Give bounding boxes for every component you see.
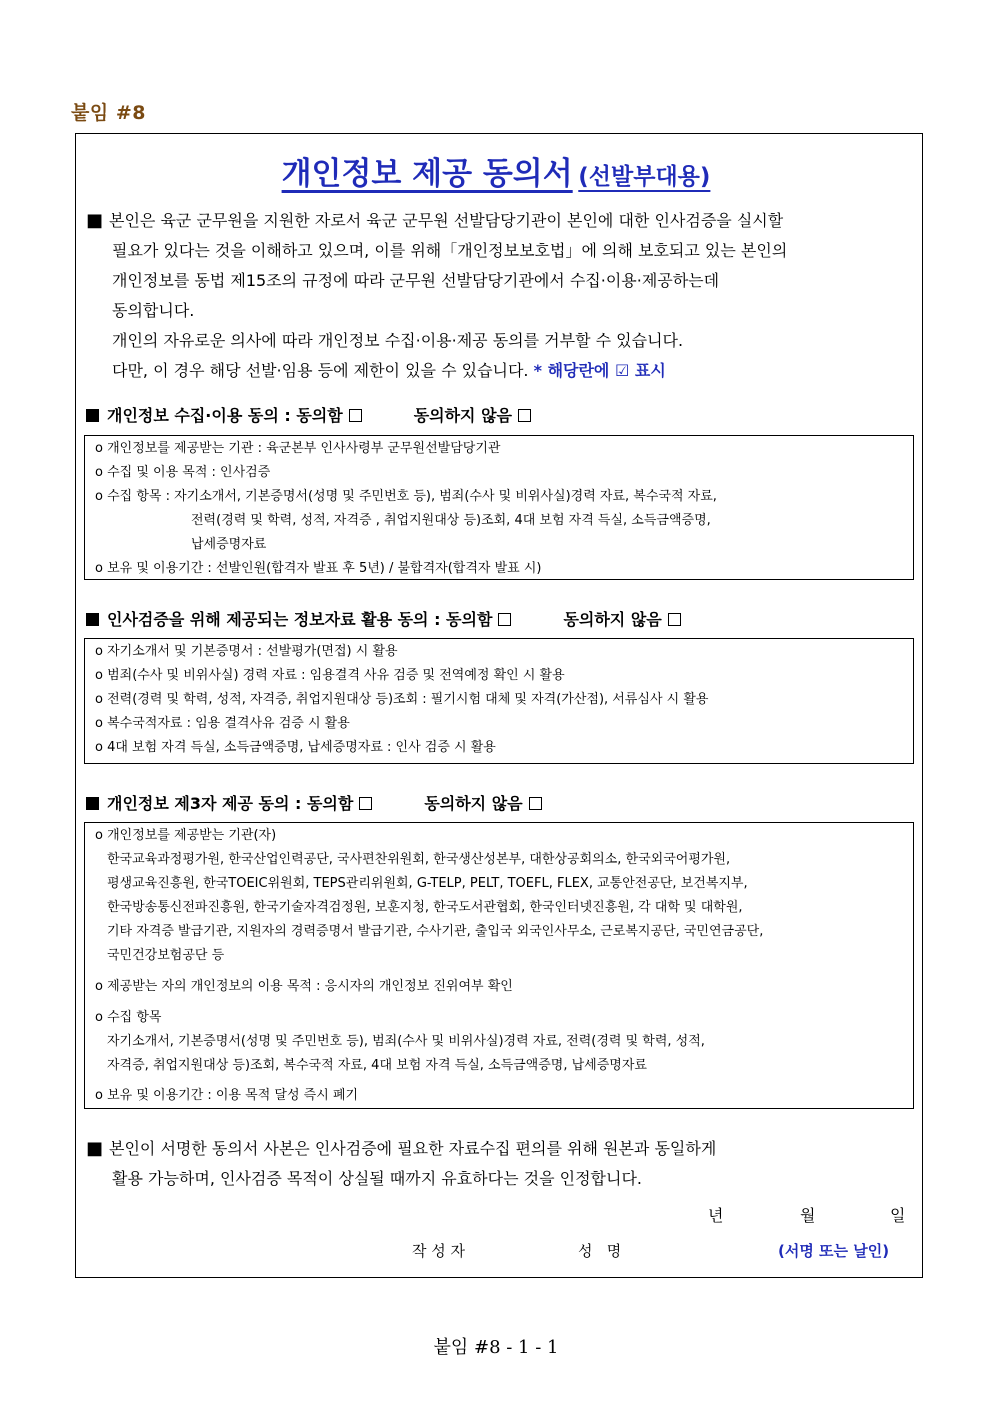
section-2-title: 인사검증을 위해 제공되는 정보자료 활용 동의 : 동의함 [107,610,493,629]
list-item: 자격증, 취업지원대상 등)조회, 복수국적 자료, 4대 보험 자격 득실, 소득금액증명, 납세증명자료 [107,1058,647,1073]
attachment-label: 붙임 #8 [71,102,146,124]
disagree-label: 동의하지 않음 [563,610,662,629]
list-item: o 제공받는 자의 개인정보의 이용 목적 : 응시자의 개인정보 진위여부 확인 [95,979,513,994]
section-1-heading [86,403,531,426]
intro-line: 필요가 있다는 것을 이해하고 있으며, 이를 위해「개인정보보호법」에 의해 보호되고 있는 본인의 [112,241,788,260]
signature-note: (서명 또는 날인) [778,1242,890,1260]
list-item: o 개인정보를 제공받는 기관(자) [95,828,277,843]
intro-line: 동의합니다. [112,301,195,320]
disagree-checkbox[interactable] [529,797,542,810]
intro-line: 다만, 이 경우 해당 선발·임용 등에 제한이 있을 수 있습니다. [112,361,529,380]
list-item: o 개인정보를 제공받는 기관 : 육군본부 인사사령부 군무원선발담당기관 [95,441,501,456]
document-title [0,148,992,193]
author-label: 작 성 자 [412,1242,466,1260]
date-year-label: 년 [708,1206,724,1225]
list-item: 납세증명자료 [191,537,267,552]
list-item: o 자기소개서 및 기본증명서 : 선발평가(면접) 시 활용 [95,644,398,659]
intro-line: 개인의 자유로운 의사에 따라 개인정보 수집·이용·제공 동의를 거부할 수 있습니다. [112,331,684,350]
list-item: 전력(경력 및 학력, 성적, 자격증 , 취업지원대상 등)조회, 4대 보험 자격 득실, 소득금액증명, [191,513,711,528]
intro-paragraph [86,206,916,386]
closing-paragraph [86,1134,916,1194]
section-3-heading [86,791,542,814]
list-item: o 전력(경력 및 학력, 성적, 자격증, 취업지원대상 등)조회 : 필기시험 대체 및 자격(가산점), 서류심사 시 활용 [95,692,709,707]
section-1-box [84,435,914,580]
checkbox-instruction: * 해당란에 ☑ 표시 [533,361,666,380]
list-item: 자기소개서, 기본증명서(성명 및 주민번호 등), 범죄(수사 및 비위사실)경력 자료, 전력(경력 및 학력, 성적, [107,1034,705,1049]
intro-line: 개인정보를 동법 제15조의 규정에 따라 군무원 선발담당기관에서 수집·이용·제공하는데 [112,271,720,290]
bullet-square-icon: ■ [86,1138,104,1159]
title-sub: (선발부대용) [578,164,711,190]
disagree-checkbox[interactable] [518,409,531,422]
list-item: o 복수국적자료 : 임용 결격사유 검증 시 활용 [95,716,350,731]
date-day-label: 일 [890,1206,906,1225]
list-item: o 수집 항목 : 자기소개서, 기본증명서(성명 및 주민번호 등), 범죄(수사 및 비위사실)경력 자료, 복수국적 자료, [95,489,717,504]
list-item: o 보유 및 이용기간 : 이용 목적 달성 즉시 폐기 [95,1088,359,1103]
disagree-checkbox[interactable] [668,613,681,626]
list-item: o 4대 보험 자격 득실, 소득금액증명, 납세증명자료 : 인사 검증 시 활용 [95,740,496,755]
bullet-square-icon [86,409,99,422]
name-label: 성 명 [578,1242,622,1260]
section-1-title: 개인정보 수집·이용 동의 : 동의함 [107,406,343,425]
agree-checkbox[interactable] [349,409,362,422]
page-footer: 붙임 #8 - 1 - 1 [433,1337,559,1358]
section-2-heading [86,607,681,630]
list-item: o 수집 항목 [95,1010,162,1025]
list-item: 평생교육진흥원, 한국TOEIC위원회, TEPS관리위원회, G-TELP, PELT, TOEFL, FLEX, 교통안전공단, 보건복지부, [107,876,748,891]
bullet-square-icon [86,797,99,810]
agree-checkbox[interactable] [359,797,372,810]
list-item: o 범죄(수사 및 비위사실) 경력 자료 : 임용결격 사유 검증 및 전역예정 확인 시 활용 [95,668,565,683]
section-2-box [84,638,914,764]
disagree-label: 동의하지 않음 [413,406,512,425]
closing-line: 활용 가능하며, 인사검증 목적이 상실될 때까지 유효하다는 것을 인정합니다. [112,1169,642,1188]
date-month-label: 월 [800,1206,816,1225]
list-item: o 보유 및 이용기간 : 선발인원(합격자 발표 후 5년) / 불합격자(합격자 발표 시) [95,561,542,576]
title-main: 개인정보 제공 동의서 [281,156,573,192]
list-item: o 수집 및 이용 목적 : 인사검증 [95,465,271,480]
list-item: 한국교육과정평가원, 한국산업인력공단, 국사편찬위원회, 한국생산성본부, 대한상공회의소, 한국외국어평가원, [107,852,731,867]
section-3-title: 개인정보 제3자 제공 동의 : 동의함 [107,794,354,813]
intro-line: 본인은 육군 군무원을 지원한 자로서 육군 군무원 선발담당기관이 본인에 대한 인사검증을 실시할 [109,211,784,230]
section-3-box [84,822,914,1109]
bullet-square-icon: ■ [86,210,104,231]
list-item: 기타 자격증 발급기관, 지원자의 경력증명서 발급기관, 수사기관, 출입국 외국인사무소, 근로복지공단, 국민연금공단, [107,924,764,939]
closing-line: 본인이 서명한 동의서 사본은 인사검증에 필요한 자료수집 편의를 위해 원본과 동일하게 [109,1139,717,1158]
list-item: 국민건강보험공단 등 [107,948,225,963]
bullet-square-icon [86,613,99,626]
disagree-label: 동의하지 않음 [424,794,523,813]
list-item: 한국방송통신전파진흥원, 한국기술자격검정원, 보훈지청, 한국도서관협회, 한국인터넷진흥원, 각 대학 및 대학원, [107,900,743,915]
agree-checkbox[interactable] [498,613,511,626]
